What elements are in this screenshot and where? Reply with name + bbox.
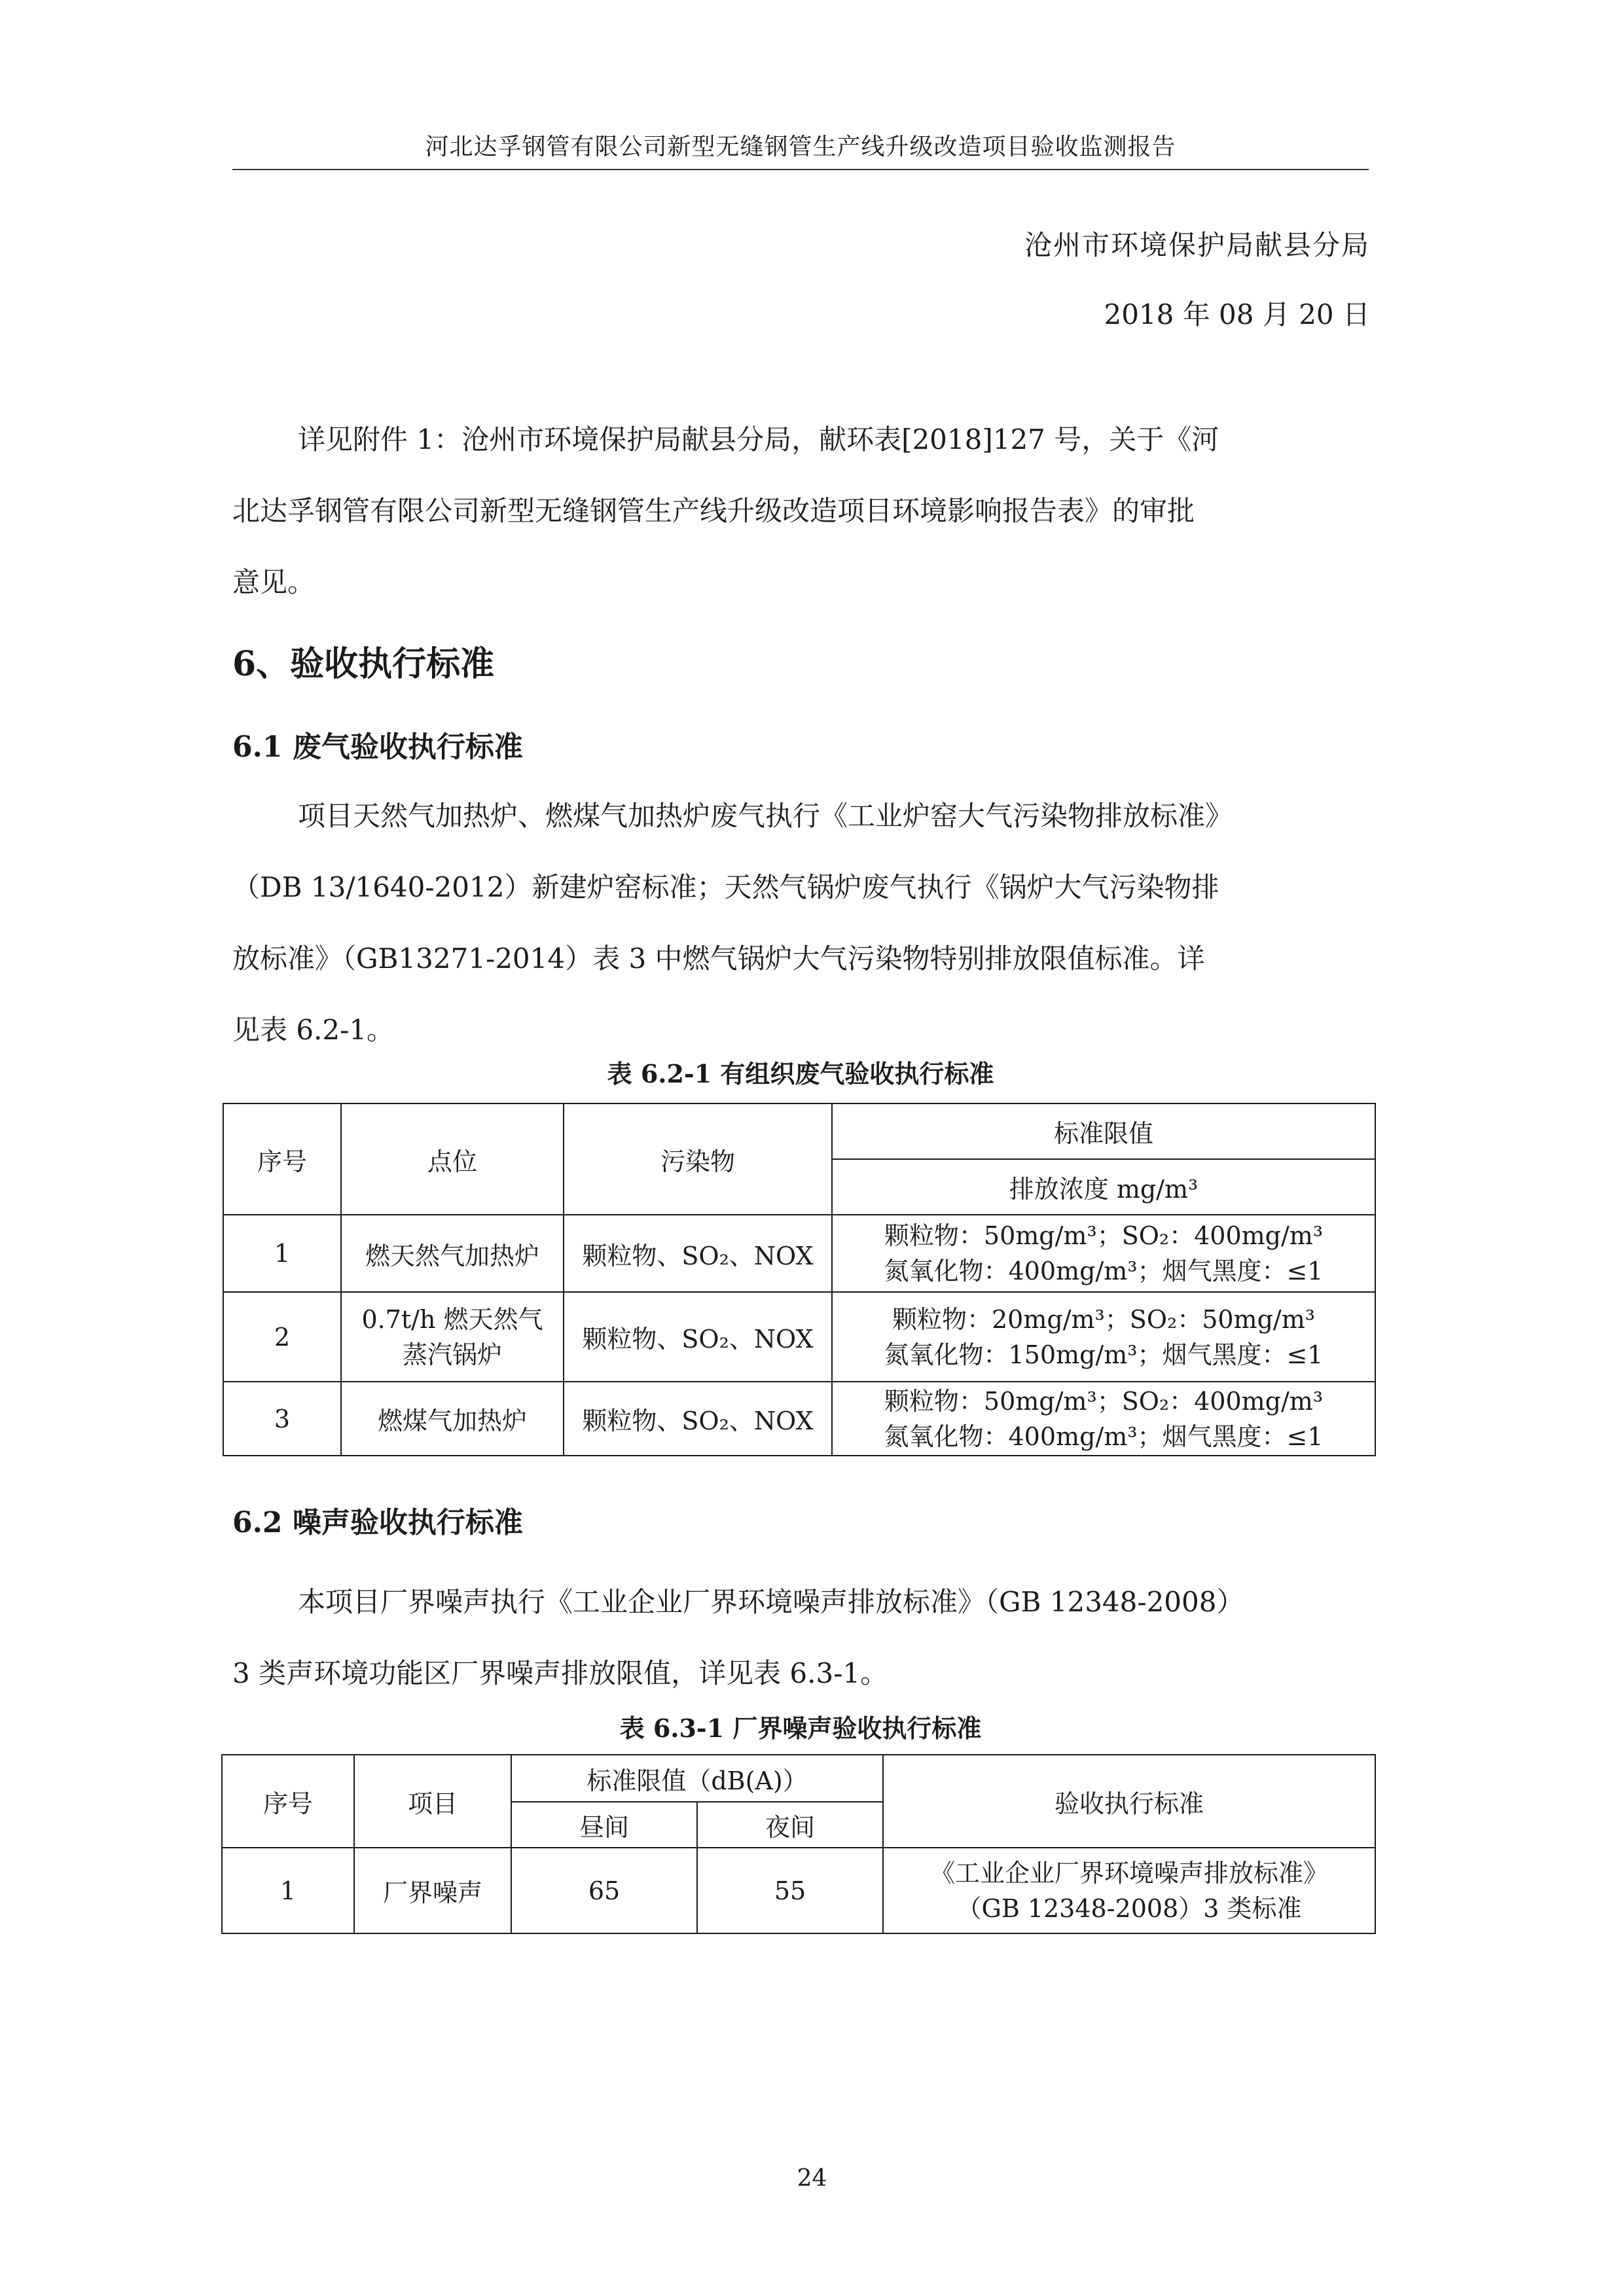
standard-line: （GB 12348-2008）3 类标准 <box>956 1893 1302 1923</box>
paragraph-line: （DB 13/1640-2012）新建炉窑标准；天然气锅炉废气执行《锅炉大气污染物排 <box>232 871 1219 903</box>
header-cell: 排放浓度 mg/m³ <box>832 1159 1375 1215</box>
limit-line: 氮氧化物：150mg/m³；烟气黑度：≤1 <box>884 1340 1324 1369</box>
point-line: 蒸汽锅炉 <box>402 1340 502 1369</box>
table-cell <box>832 1292 1375 1382</box>
table-header-row <box>223 1103 1375 1159</box>
table-row <box>223 1292 1375 1382</box>
table-cell <box>832 1382 1375 1456</box>
table-header-row <box>222 1755 1375 1802</box>
table-cell: 65 <box>511 1848 697 1933</box>
header-cell: 序号 <box>223 1103 341 1215</box>
noise-standard-paragraph <box>232 1566 1369 1709</box>
header-cell: 污染物 <box>564 1103 832 1215</box>
noise-standard-table <box>221 1754 1376 1934</box>
reference-paragraph <box>232 404 1369 618</box>
table-cell: 燃天然气加热炉 <box>341 1215 564 1292</box>
table-cell: 1 <box>223 1215 341 1292</box>
signature-org: 沧州市环境保护局献县分局 <box>1024 229 1370 261</box>
subsection-heading: 6.1 废气验收执行标准 <box>232 730 523 764</box>
table-cell: 55 <box>697 1848 883 1933</box>
page-number: 24 <box>797 2165 827 2192</box>
table-row <box>223 1215 1375 1292</box>
limit-line: 颗粒物：50mg/m³；SO₂：400mg/m³ <box>884 1386 1324 1416</box>
header-cell: 昼间 <box>511 1802 697 1848</box>
table-caption: 表 6.2-1 有组织废气验收执行标准 <box>607 1059 994 1088</box>
header-cell: 标准限值 <box>832 1103 1375 1159</box>
table-cell: 颗粒物、SO₂、NOX <box>564 1292 832 1382</box>
header-cell: 项目 <box>354 1755 511 1848</box>
table-row <box>223 1382 1375 1456</box>
table-cell <box>832 1215 1375 1292</box>
header-cell: 点位 <box>341 1103 564 1215</box>
limit-line: 氮氧化物：400mg/m³；烟气黑度：≤1 <box>884 1422 1324 1451</box>
paragraph-line: 意见。 <box>232 566 316 598</box>
table-cell: 颗粒物、SO₂、NOX <box>564 1382 832 1456</box>
table-cell: 厂界噪声 <box>354 1848 511 1933</box>
paragraph-line: 本项目厂界噪声执行《工业企业厂界环境噪声排放标准》（GB 12348-2008） <box>298 1586 1244 1618</box>
point-line: 0.7t/h 燃天然气 <box>361 1304 543 1334</box>
header-cell: 验收执行标准 <box>883 1755 1375 1848</box>
table-cell <box>883 1848 1375 1933</box>
limit-line: 颗粒物：20mg/m³；SO₂：50mg/m³ <box>892 1304 1315 1334</box>
signature-date: 2018 年 08 月 20 日 <box>1104 298 1370 331</box>
table-cell <box>341 1292 564 1382</box>
table-caption: 表 6.3-1 厂界噪声验收执行标准 <box>619 1713 982 1743</box>
header-rule <box>232 169 1369 170</box>
page-header: 河北达孚钢管有限公司新型无缝钢管生产线升级改造项目验收监测报告 <box>425 134 1176 160</box>
paragraph-line: 见表 6.2-1。 <box>232 1014 395 1046</box>
table-cell: 3 <box>223 1382 341 1456</box>
header-cell: 标准限值（dB(A)） <box>511 1755 883 1802</box>
limit-line: 颗粒物：50mg/m³；SO₂：400mg/m³ <box>884 1221 1324 1250</box>
exhaust-standard-table <box>223 1103 1376 1456</box>
table-cell: 燃煤气加热炉 <box>341 1382 564 1456</box>
paragraph-line: 详见附件 1：沧州市环境保护局献县分局，献环表[2018]127 号，关于《河 <box>298 423 1219 456</box>
limit-line: 氮氧化物：400mg/m³；烟气黑度：≤1 <box>884 1257 1324 1285</box>
table-cell: 2 <box>223 1292 341 1382</box>
paragraph-line: 3 类声环境功能区厂界噪声排放限值，详见表 6.3-1。 <box>232 1657 888 1689</box>
paragraph-line: 项目天然气加热炉、燃煤气加热炉废气执行《工业炉窑大气污染物排放标准》 <box>298 800 1233 832</box>
section-heading: 6、验收执行标准 <box>232 644 495 684</box>
table-cell: 1 <box>222 1848 354 1933</box>
table-cell: 颗粒物、SO₂、NOX <box>564 1215 832 1292</box>
paragraph-line: 放标准》（GB13271-2014）表 3 中燃气锅炉大气污染物特别排放限值标准。详 <box>232 942 1205 975</box>
table-row <box>222 1848 1375 1933</box>
header-cell: 夜间 <box>697 1802 883 1848</box>
subsection-heading: 6.2 噪声验收执行标准 <box>232 1506 523 1539</box>
header-cell: 序号 <box>222 1755 354 1848</box>
exhaust-standard-paragraph <box>232 780 1369 1066</box>
paragraph-line: 北达孚钢管有限公司新型无缝钢管生产线升级改造项目环境影响报告表》的审批 <box>232 495 1195 527</box>
standard-line: 《工业企业厂界环境噪声排放标准》 <box>929 1858 1328 1888</box>
